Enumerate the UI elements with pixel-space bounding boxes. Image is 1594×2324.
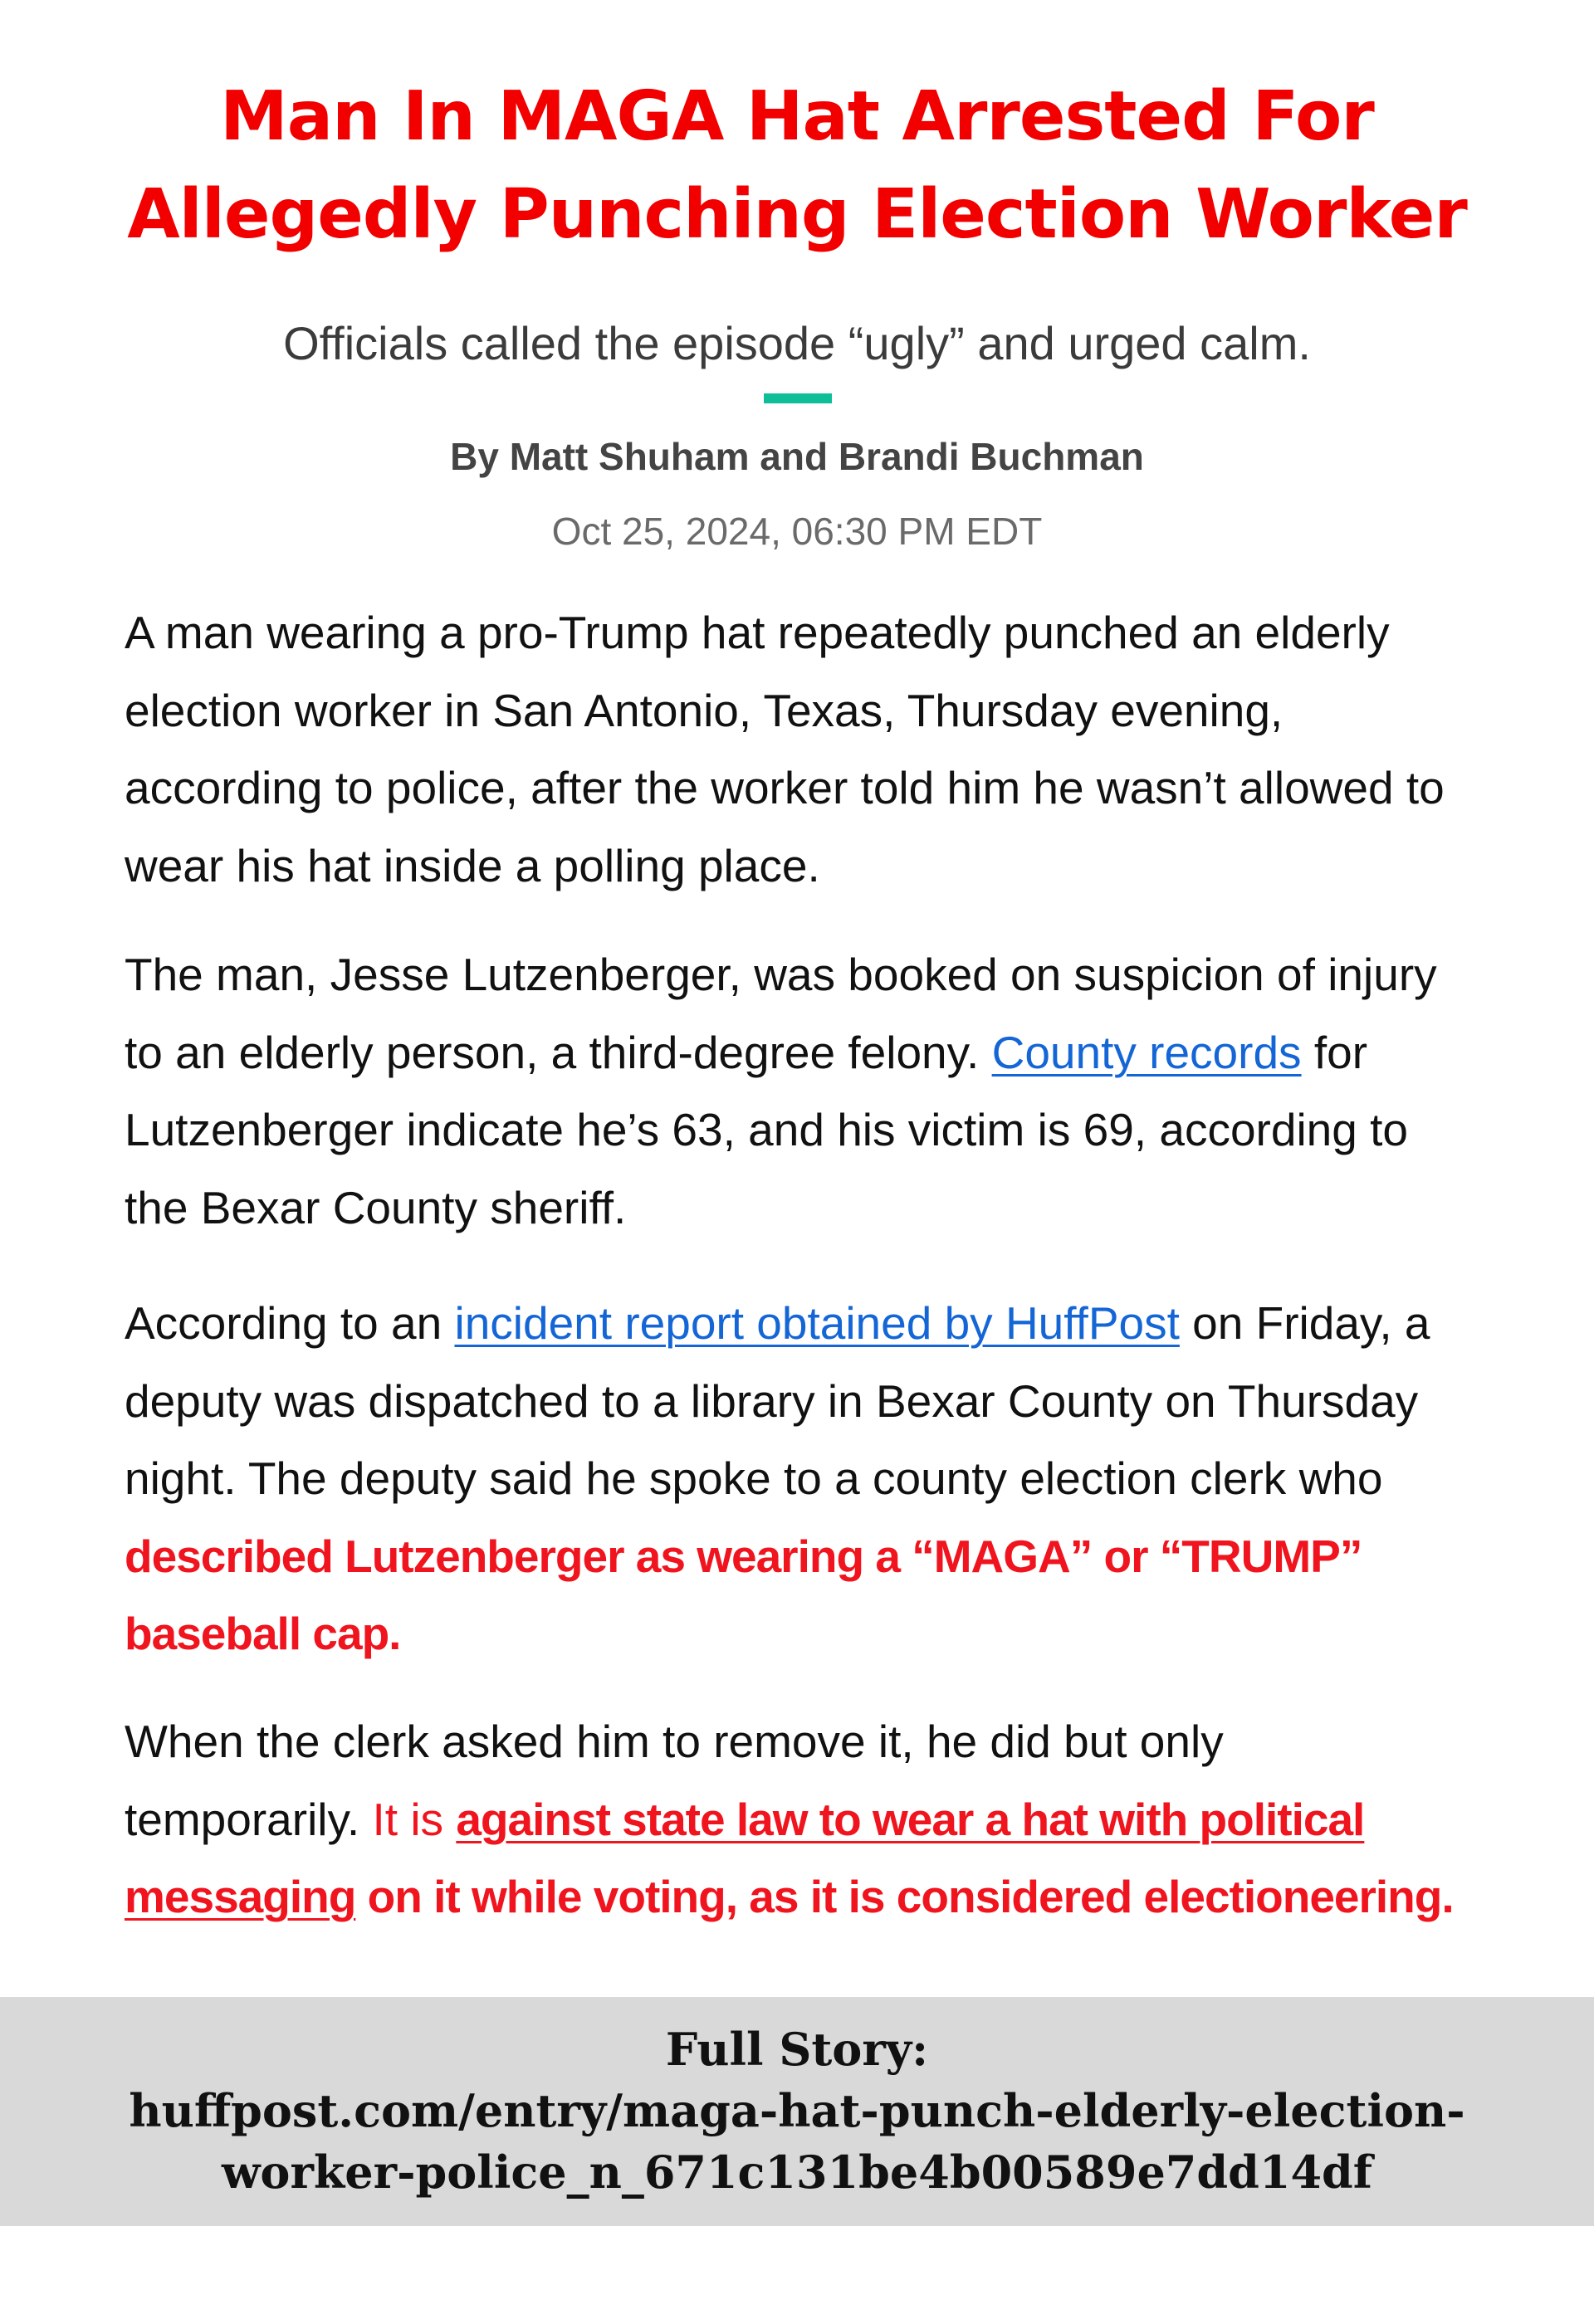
paragraph-4-red-text: It is <box>372 1793 457 1845</box>
article-headline <box>83 68 1511 264</box>
full-story-footer <box>0 1997 1594 2226</box>
paragraph-4-text-before: When the clerk asked him to remove it, he did but only temporarily. <box>125 1716 1224 1845</box>
paragraph-3-highlight: described Lutzenberger as wearing a “MAGA” or “TRUMP” baseball cap. <box>125 1530 1362 1659</box>
headline-line-2: Allegedly Punching Election Worker <box>127 175 1467 254</box>
article-byline: By Matt Shuham and Brandi Buchman <box>450 435 1144 478</box>
full-story-text <box>50 2019 1544 2203</box>
county-records-link[interactable]: County records <box>991 1026 1302 1078</box>
paragraph-3 <box>125 1285 1461 1673</box>
incident-report-link[interactable]: incident report obtained by HuffPost <box>454 1297 1180 1349</box>
paragraph-4-highlight: on it while voting, as it is considered electioneering. <box>355 1871 1454 1922</box>
paragraph-3-text-middle: on Friday, a deputy was dispatched to a library in Bexar County on Thursday night. The deputy said he spoke to a county election clerk who <box>125 1297 1430 1504</box>
state-law-link[interactable]: against state law to wear a hat with political messaging <box>125 1793 1365 1922</box>
headline-line-1: Man In MAGA Hat Arrested For <box>220 77 1374 156</box>
full-story-label: Full Story: <box>665 2023 929 2076</box>
paragraph-2-text-after: for Lutzenberger indicate he’s 63, and his victim is 69, according to the Bexar County sheriff. <box>125 1026 1408 1233</box>
article-date: Oct 25, 2024, 06:30 PM EDT <box>551 510 1043 553</box>
paragraph-2 <box>125 936 1461 1247</box>
paragraph-1-text: A man wearing a pro-Trump hat repeatedly punched an elderly election worker in San Antonio, Texas, Thursday evening, according to police, after the worker told him he wasn’t allowed to wear his hat inside a polling place. <box>125 607 1445 891</box>
full-story-url-line-2: worker-police_n_671c131be4b00589e7dd14df <box>221 2146 1373 2199</box>
full-story-url-line-1: huffpost.com/entry/maga-hat-punch-elderly-election- <box>129 2084 1465 2137</box>
article-subtitle: Officials called the episode “ugly” and urged calm. <box>283 317 1311 369</box>
accent-divider <box>764 393 832 403</box>
paragraph-4 <box>125 1703 1461 1936</box>
paragraph-3-text-before: According to an <box>125 1297 455 1349</box>
paragraph-2-text-before: The man, Jesse Lutzenberger, was booked on suspicion of injury to an elderly person, a third-degree felony. <box>125 949 1437 1078</box>
paragraph-1 <box>125 594 1461 905</box>
